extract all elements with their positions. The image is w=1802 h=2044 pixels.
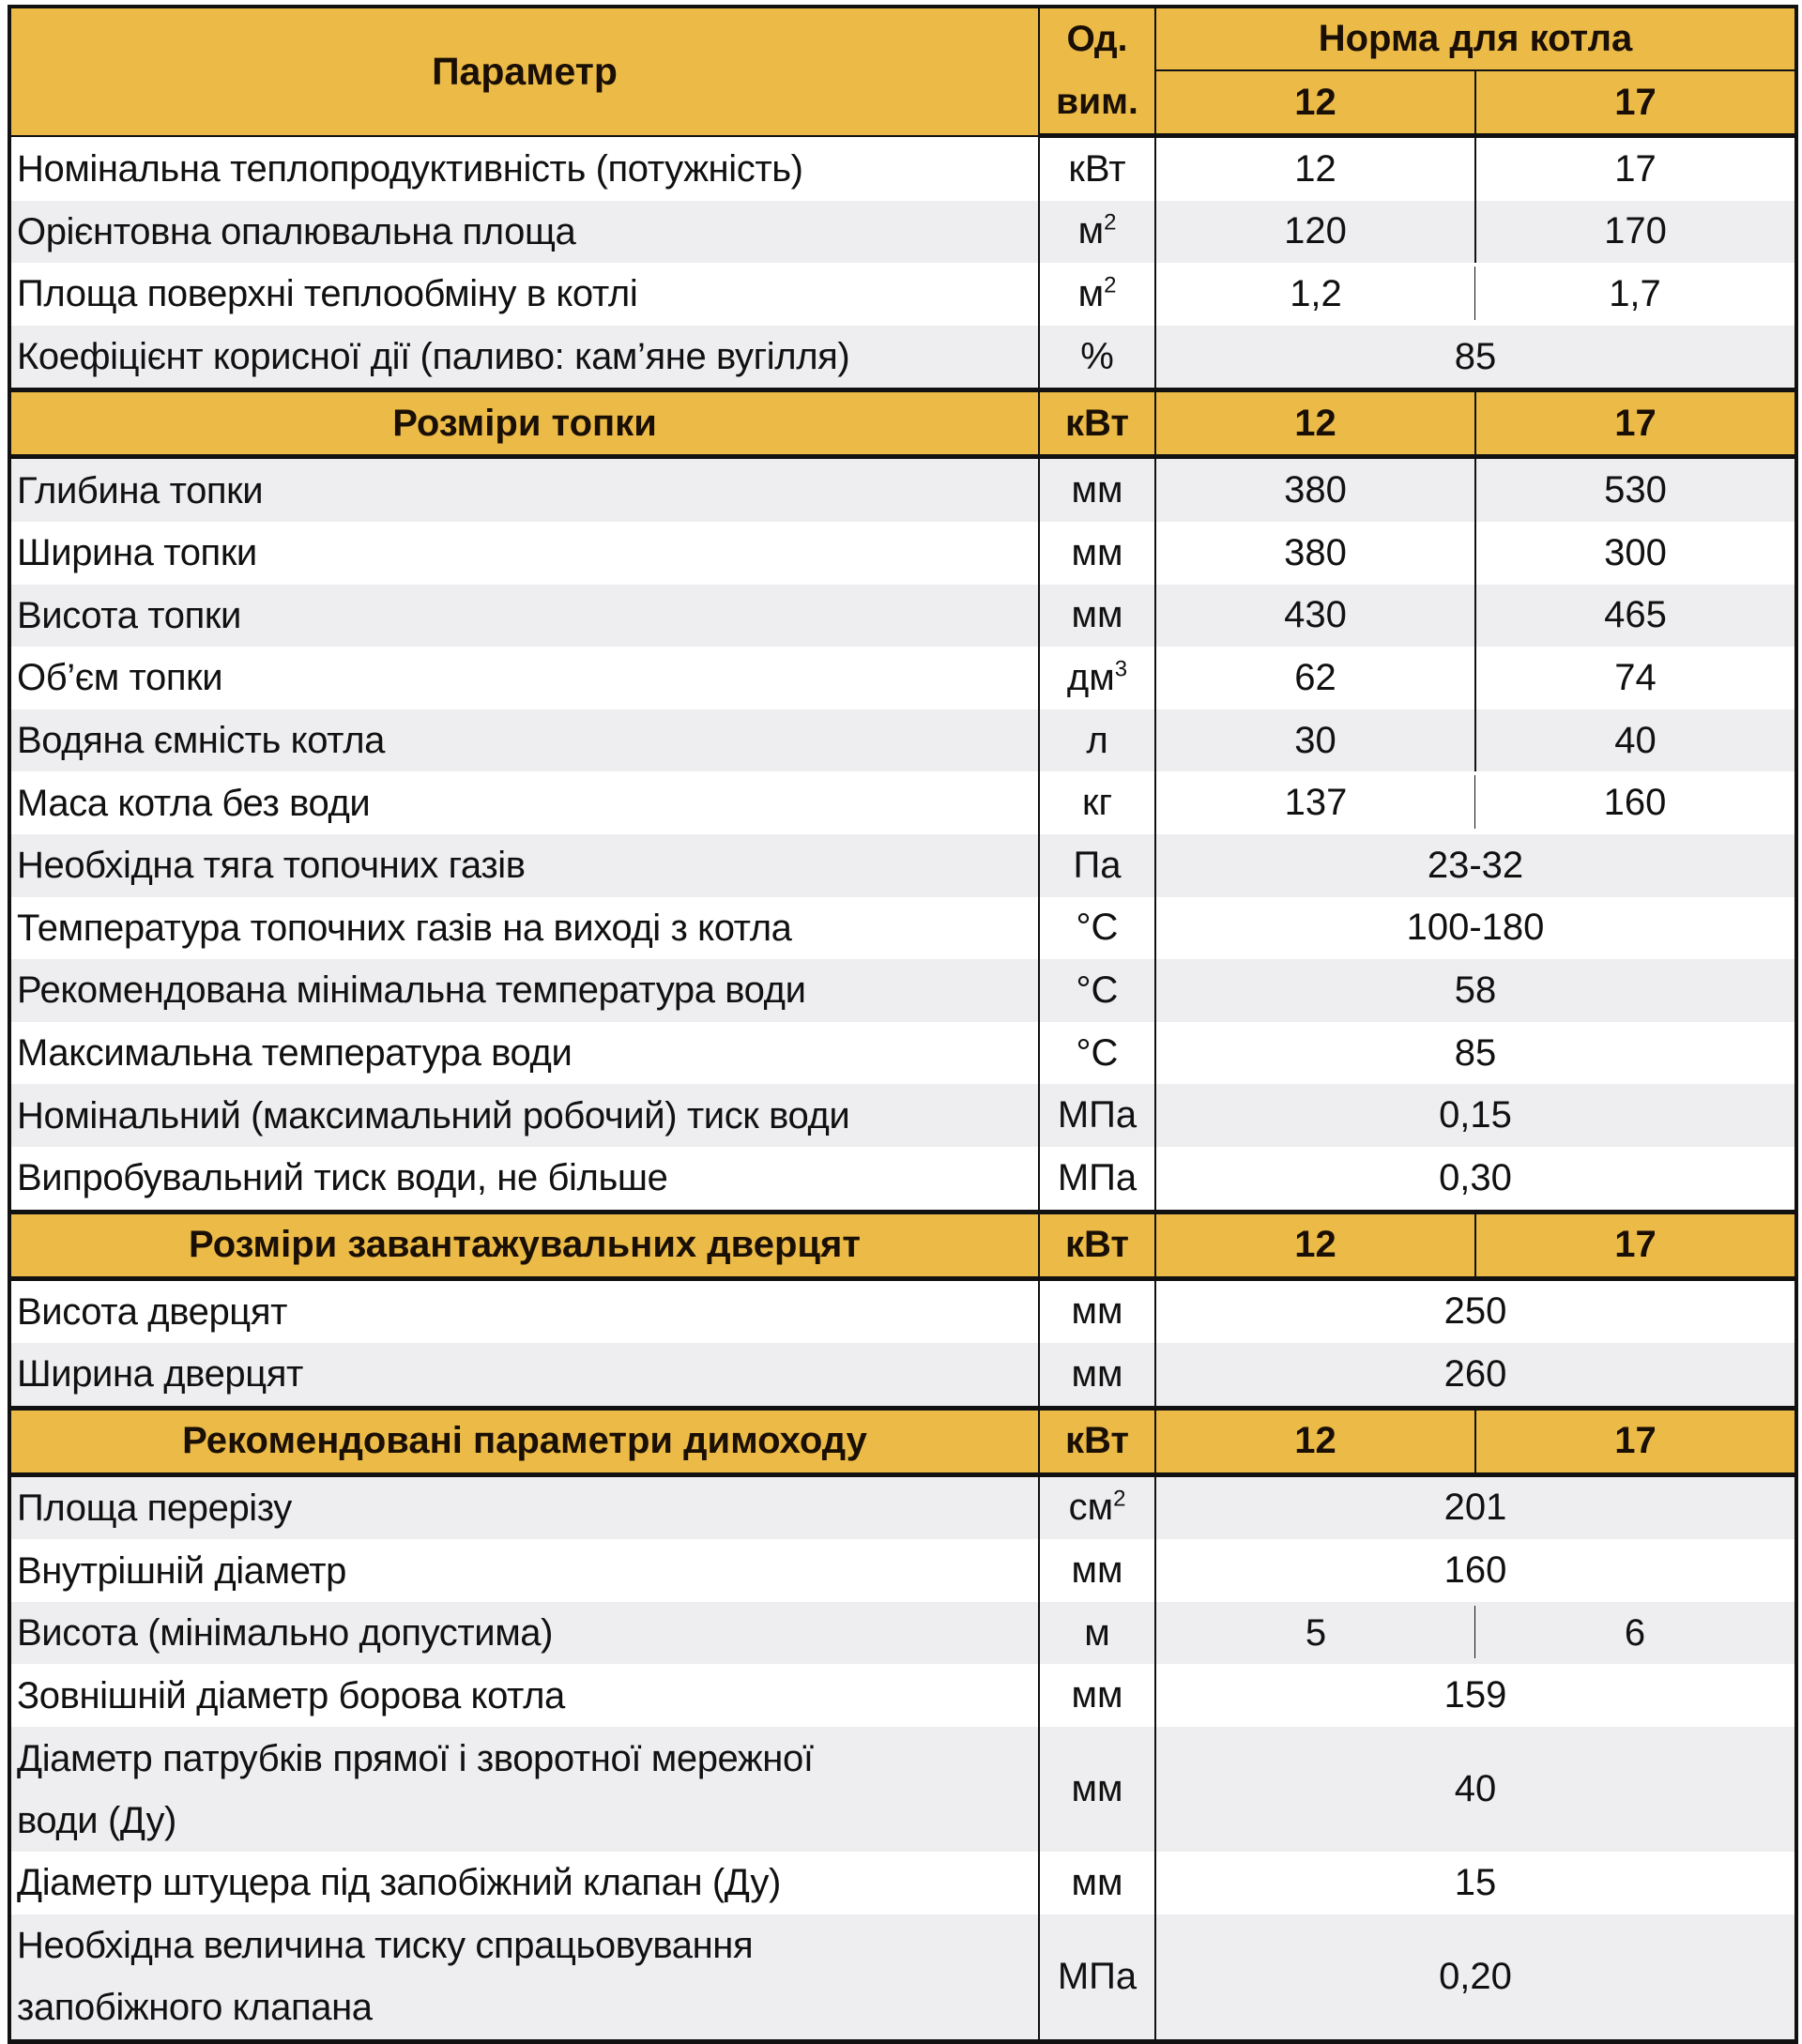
value-17: 1,7 (1475, 263, 1796, 326)
unit-cell: мм (1039, 1539, 1155, 1602)
section-model-17: 17 (1475, 390, 1796, 457)
unit-cell: м (1039, 1602, 1155, 1665)
value-17: 40 (1475, 709, 1796, 772)
value-12: 120 (1155, 201, 1475, 264)
param-cell: Орієнтовна опалювальна площа (9, 201, 1039, 264)
unit-cell: мм (1039, 1727, 1155, 1852)
param-cell: Рекомендована мінімальна температура води (9, 959, 1039, 1022)
unit-cell: мм (1039, 1343, 1155, 1408)
param-cell: Висота топки (9, 585, 1039, 648)
unit-cell (1039, 647, 1155, 709)
table-row (9, 1474, 1796, 1539)
table-row (9, 897, 1796, 960)
value-text: 137 (1284, 782, 1348, 824)
value-text: 5 (1305, 1611, 1327, 1654)
param-line-1: Необхідна величина тиску спрацьовування (17, 1925, 754, 1967)
value-merged: 260 (1155, 1343, 1796, 1408)
unit-base: см (1068, 1487, 1114, 1529)
section-title: Розміри топки (9, 390, 1039, 457)
param-cell: Номінальний (максимальний робочий) тиск води (9, 1084, 1039, 1147)
value-17: 300 (1475, 522, 1796, 585)
section-model-12: 12 (1155, 390, 1475, 457)
table-row (9, 1084, 1796, 1147)
boiler-specs-table (8, 5, 1798, 2044)
param-cell: Випробувальний тиск води, не більше (9, 1147, 1039, 1212)
value-merged: 159 (1155, 1664, 1796, 1727)
table-row (9, 959, 1796, 1022)
table-row (9, 201, 1796, 264)
param-cell: Водяна ємність котла (9, 709, 1039, 772)
param-cell: Ширина дверцят (9, 1343, 1039, 1408)
value-12: 12 (1155, 136, 1475, 201)
header-parameter: Параметр (9, 7, 1039, 136)
unit-sup: 3 (1114, 656, 1128, 682)
section-model-12: 12 (1155, 1212, 1475, 1278)
table-row (9, 771, 1796, 834)
unit-cell: л (1039, 709, 1155, 772)
value-merged: 85 (1155, 1022, 1796, 1085)
param-line-1: Діаметр патрубків прямої і зворотної мережної (17, 1737, 814, 1779)
param-cell: Коефіцієнт корисної дії (паливо: кам’яне вугілля) (9, 326, 1039, 390)
unit-cell: мм (1039, 585, 1155, 648)
header-norm: Норма для котла (1155, 7, 1796, 70)
unit-cell: кВт (1039, 136, 1155, 201)
header-row-1 (9, 7, 1796, 70)
unit-cell: мм (1039, 457, 1155, 522)
param-cell: Температура топочних газів на виході з котла (9, 897, 1039, 960)
unit-cell: мм (1039, 1278, 1155, 1343)
value-merged: 58 (1155, 959, 1796, 1022)
table-row (9, 834, 1796, 897)
unit-sup: 2 (1113, 1487, 1126, 1513)
value-12: 430 (1155, 585, 1475, 648)
value-12: 62 (1155, 647, 1475, 709)
table-row (9, 1147, 1796, 1212)
value-text: 1,2 (1290, 272, 1342, 314)
unit-cell (1039, 263, 1155, 326)
value-17: 6 (1475, 1602, 1796, 1665)
param-line-2: запобіжного клапана (17, 1987, 373, 2029)
table-row (9, 522, 1796, 585)
unit-cell: мм (1039, 1852, 1155, 1914)
header-model-17: 17 (1475, 70, 1796, 136)
value-17: 465 (1475, 585, 1796, 648)
divider-line (1474, 267, 1475, 320)
value-12 (1155, 1602, 1475, 1665)
table-row (9, 1278, 1796, 1343)
value-merged: 15 (1155, 1852, 1796, 1914)
param-cell: Діаметр штуцера під запобіжний клапан (Ду) (9, 1852, 1039, 1914)
unit-sup: 2 (1104, 210, 1117, 236)
divider-line (1474, 775, 1475, 829)
param-cell: Номінальна теплопродуктивність (потужність) (9, 136, 1039, 201)
section-unit: кВт (1039, 1408, 1155, 1474)
value-12 (1155, 263, 1475, 326)
param-cell: Необхідна тяга топочних газів (9, 834, 1039, 897)
unit-cell: °С (1039, 959, 1155, 1022)
table-row (9, 585, 1796, 648)
table-row (9, 1539, 1796, 1602)
unit-cell: % (1039, 326, 1155, 390)
value-merged: 85 (1155, 326, 1796, 390)
table-row (9, 1602, 1796, 1665)
value-17: 74 (1475, 647, 1796, 709)
unit-cell: °С (1039, 1022, 1155, 1085)
section-title: Розміри завантажувальних дверцят (9, 1212, 1039, 1278)
unit-sup: 2 (1104, 272, 1117, 298)
value-merged: 0,20 (1155, 1914, 1796, 2042)
value-merged: 40 (1155, 1727, 1796, 1852)
value-12: 380 (1155, 457, 1475, 522)
param-cell: Глибина топки (9, 457, 1039, 522)
section-model-17: 17 (1475, 1212, 1796, 1278)
section-model-12: 12 (1155, 1408, 1475, 1474)
header-unit-line1: Од. (1039, 7, 1155, 70)
param-cell: Внутрішній діаметр (9, 1539, 1039, 1602)
table-row (9, 326, 1796, 390)
value-17: 530 (1475, 457, 1796, 522)
unit-cell: МПа (1039, 1084, 1155, 1147)
table-row (9, 1664, 1796, 1727)
unit-cell (1039, 201, 1155, 264)
table-row (9, 457, 1796, 522)
unit-cell: МПа (1039, 1914, 1155, 2042)
value-merged: 23-32 (1155, 834, 1796, 897)
header-unit-line2: вим. (1039, 70, 1155, 136)
section-header-loading-door (9, 1212, 1796, 1278)
section-model-17: 17 (1475, 1408, 1796, 1474)
value-merged: 250 (1155, 1278, 1796, 1343)
value-merged: 0,30 (1155, 1147, 1796, 1212)
param-cell (9, 1914, 1039, 2042)
unit-cell: мм (1039, 1664, 1155, 1727)
boiler-specs-table-container (8, 5, 1794, 2044)
unit-base: м (1077, 272, 1105, 314)
value-merged: 160 (1155, 1539, 1796, 1602)
unit-cell: °С (1039, 897, 1155, 960)
table-row (9, 1343, 1796, 1408)
param-cell: Об’єм топки (9, 647, 1039, 709)
header-model-12: 12 (1155, 70, 1475, 136)
table-row (9, 1022, 1796, 1085)
section-unit: кВт (1039, 1212, 1155, 1278)
value-12 (1155, 771, 1475, 834)
value-17: 160 (1475, 771, 1796, 834)
value-12: 30 (1155, 709, 1475, 772)
value-12: 380 (1155, 522, 1475, 585)
param-cell: Площа поверхні теплообміну в котлі (9, 263, 1039, 326)
param-cell: Максимальна температура води (9, 1022, 1039, 1085)
param-cell: Зовнішній діаметр борова котла (9, 1664, 1039, 1727)
table-row (9, 1727, 1796, 1852)
divider-line (1474, 1606, 1475, 1659)
table-row (9, 647, 1796, 709)
value-merged: 100-180 (1155, 897, 1796, 960)
param-cell: Висота (мінімально допустима) (9, 1602, 1039, 1665)
unit-base: м (1077, 210, 1105, 252)
param-line-2: води (Ду) (17, 1799, 176, 1841)
unit-cell: мм (1039, 522, 1155, 585)
unit-cell: Па (1039, 834, 1155, 897)
section-unit: кВт (1039, 390, 1155, 457)
section-title: Рекомендовані параметри димоходу (9, 1408, 1039, 1474)
param-cell: Ширина топки (9, 522, 1039, 585)
value-17: 170 (1475, 201, 1796, 264)
table-row (9, 136, 1796, 201)
table-row (9, 709, 1796, 772)
value-merged: 0,15 (1155, 1084, 1796, 1147)
section-header-firebox (9, 390, 1796, 457)
unit-base: дм (1066, 656, 1115, 698)
value-merged: 201 (1155, 1474, 1796, 1539)
unit-cell: кг (1039, 771, 1155, 834)
table-row (9, 263, 1796, 326)
param-cell: Площа перерізу (9, 1474, 1039, 1539)
table-row (9, 1914, 1796, 2042)
unit-cell: МПа (1039, 1147, 1155, 1212)
section-header-chimney (9, 1408, 1796, 1474)
unit-cell (1039, 1474, 1155, 1539)
param-cell: Маса котла без води (9, 771, 1039, 834)
value-17: 17 (1475, 136, 1796, 201)
param-cell: Висота дверцят (9, 1278, 1039, 1343)
table-row (9, 1852, 1796, 1914)
param-cell (9, 1727, 1039, 1852)
